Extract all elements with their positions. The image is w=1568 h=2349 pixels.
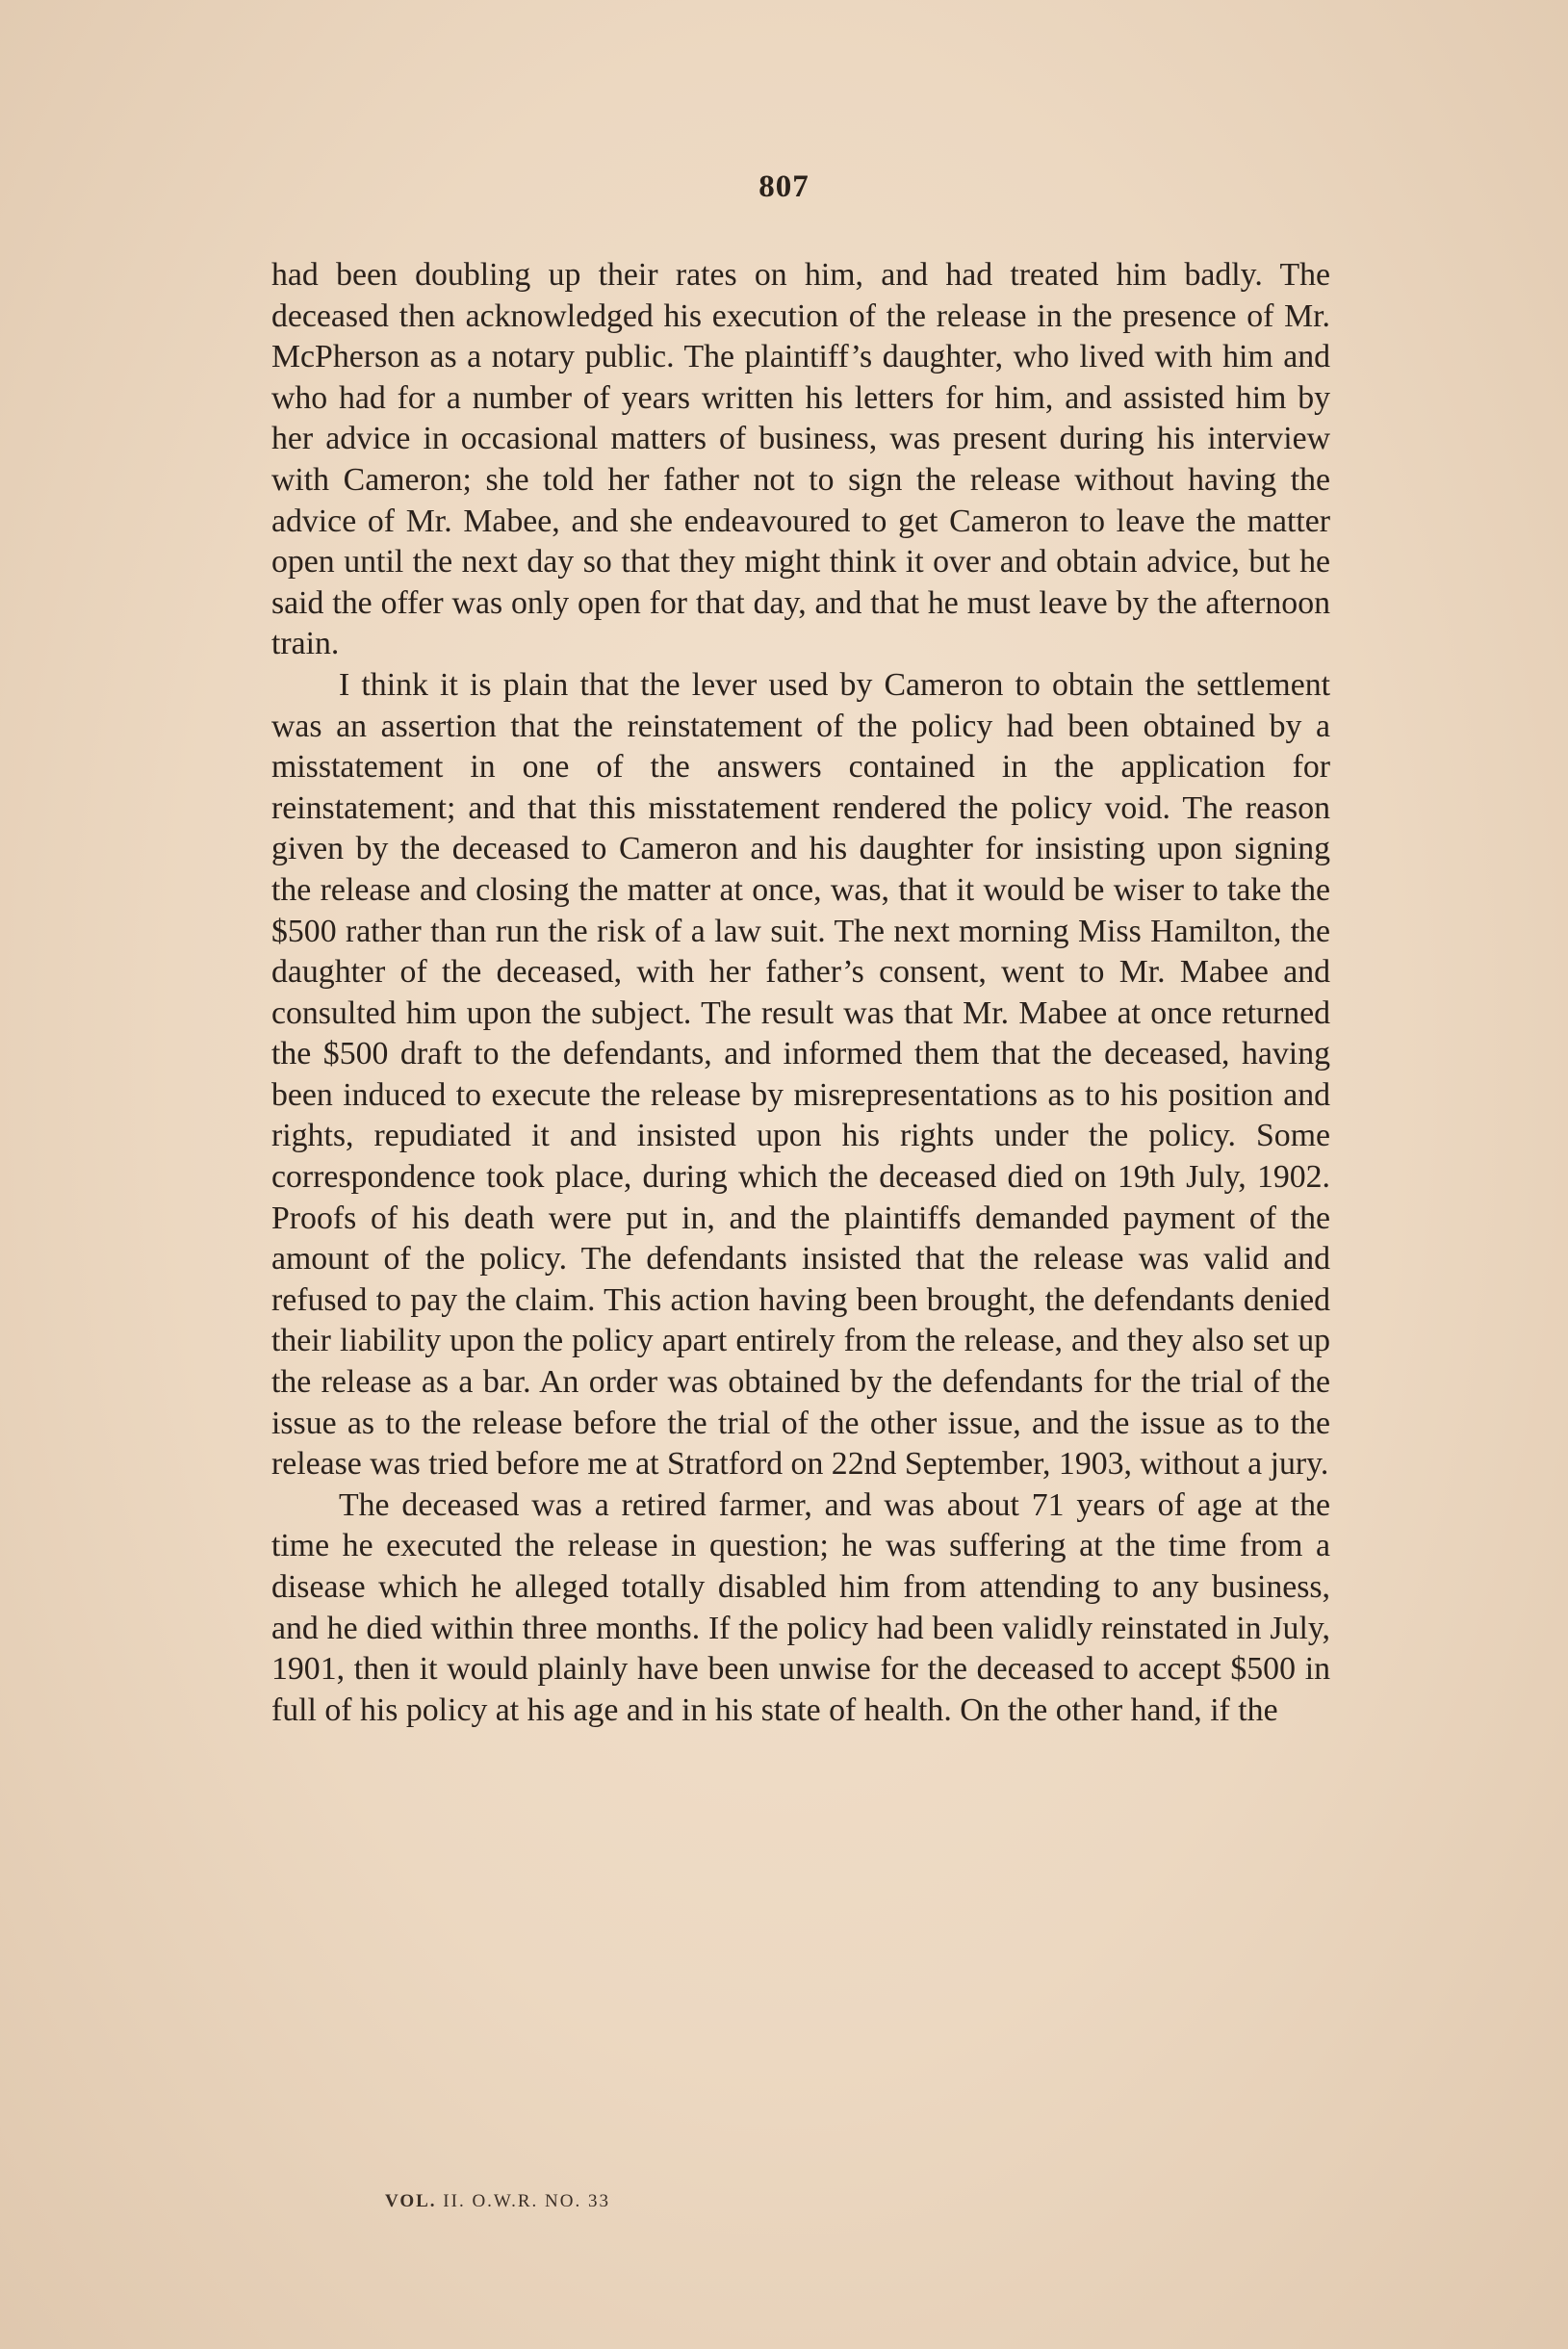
footer-vol-detail: II. O.W.R. NO. 33: [443, 2191, 610, 2211]
body-text: [271, 255, 1330, 1731]
paragraph-2: I think it is plain that the lever used by Cameron to obtain the settlement was an assertion that the reinstatement of the policy had been obtained by a misstatement in one of the answers contained in the application for reinstatement; and that this misstatement rendered the policy void. The reason given by the deceased to Cameron and his daughter for insisting upon signing the release and closing the matter at once, was, that it would be wiser to take the $500 rather than run the risk of a law suit. The next morning Miss Hamilton, the daughter of the deceased, with her father’s consent, went to Mr. Mabee and consulted him upon the subject. The result was that Mr. Mabee at once returned the $500 draft to the defendants, and informed them that the deceased, having been induced to execute the release by misrepresentations as to his position and rights, repudiated it and insisted upon his rights under the policy. Some correspondence took place, during which the deceased died on 19th July, 1902. Proofs of his death were put in, and the plaintiffs demanded payment of the amount of the policy. The defendants insisted that the release was valid and refused to pay the claim. This action having been brought, the defendants denied their liability upon the policy apart entirely from the release, and they also set up the release as a bar. An order was obtained by the defendants for the trial of the issue as to the release before the trial of the other issue, and the issue as to the release was tried before me at Stratford on 22nd September, 1903, without a jury.: [271, 666, 1330, 1483]
paragraph-1: had been doubling up their rates on him, and had treated him badly. The deceased then acknowledged his execution of the release in the presence of Mr. McPherson as a notary public. The plaintiff’s daughter, who lived with him and who had for a number of years written his letters for him, and assisted him by her advice in occasional matters of business, was present during his interview with Cameron; she told her father not to sign the release without having the advice of Mr. Mabee, and she endeavoured to get Cameron to leave the matter open until the next day so that they might think it over and obtain advice, but he said the offer was only open for that day, and that he must leave by the afternoon train.: [271, 257, 1330, 662]
footer-signature: [385, 2191, 610, 2212]
page-number: 807: [758, 169, 810, 204]
footer-vol-label: VOL.: [385, 2191, 437, 2211]
paragraph-3: The deceased was a retired farmer, and was about 71 years of age at the time he executed the release in question; he was suffering at the time from a disease which he alleged totally disabled him from attending to any business, and he died within three months. If the policy had been validly reinstated in July, 1901, then it would plainly have been unwise for the deceased to accept $500 in full of his policy at his age and in his state of health. On the other hand, if the: [271, 1486, 1330, 1728]
